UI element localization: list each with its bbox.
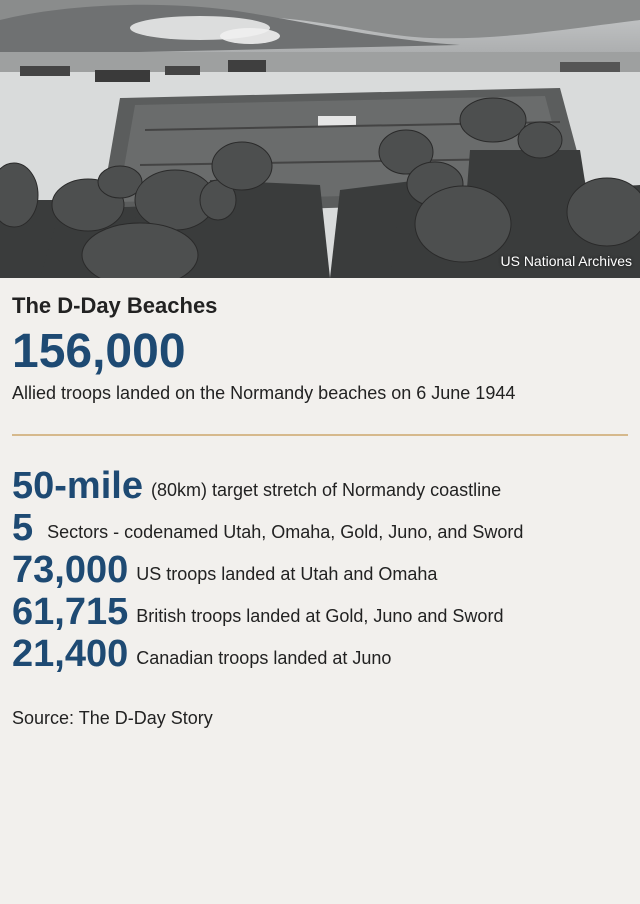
hero-number: 156,000 [12,325,186,378]
page-title: The D-Day Beaches [12,293,218,318]
stat-text: British troops landed at Gold, Juno and Sword [136,606,504,626]
stat-text: Sectors - codenamed Utah, Omaha, Gold, Juno, and Sword [47,522,524,542]
stats-panel [0,292,640,729]
stat-number: 61,715 [12,591,129,633]
stat-coastline [12,465,612,507]
stat-number: 21,400 [12,633,129,675]
stat-number: 5 [12,507,34,549]
divider [12,434,628,436]
source-note: Source: The D-Day Story [12,708,213,728]
stat-text: US troops landed at Utah and Omaha [136,564,438,584]
photo-credit: US National Archives [500,253,632,269]
stat-number: 73,000 [12,549,129,591]
header-photo [0,0,640,278]
stat-sectors [12,507,612,549]
hero-description: Allied troops landed on the Normandy beaches on 6 June 1944 [12,383,516,403]
stat-british-troops [12,591,612,633]
stat-number: 50-mile [12,465,143,507]
stat-us-troops [12,549,612,591]
landing-craft-photo [0,0,640,278]
stat-text: (80km) target stretch of Normandy coastline [150,480,502,500]
stat-text: Canadian troops landed at Juno [136,648,392,668]
stat-canadian-troops [12,633,612,675]
stats-list [12,465,628,675]
